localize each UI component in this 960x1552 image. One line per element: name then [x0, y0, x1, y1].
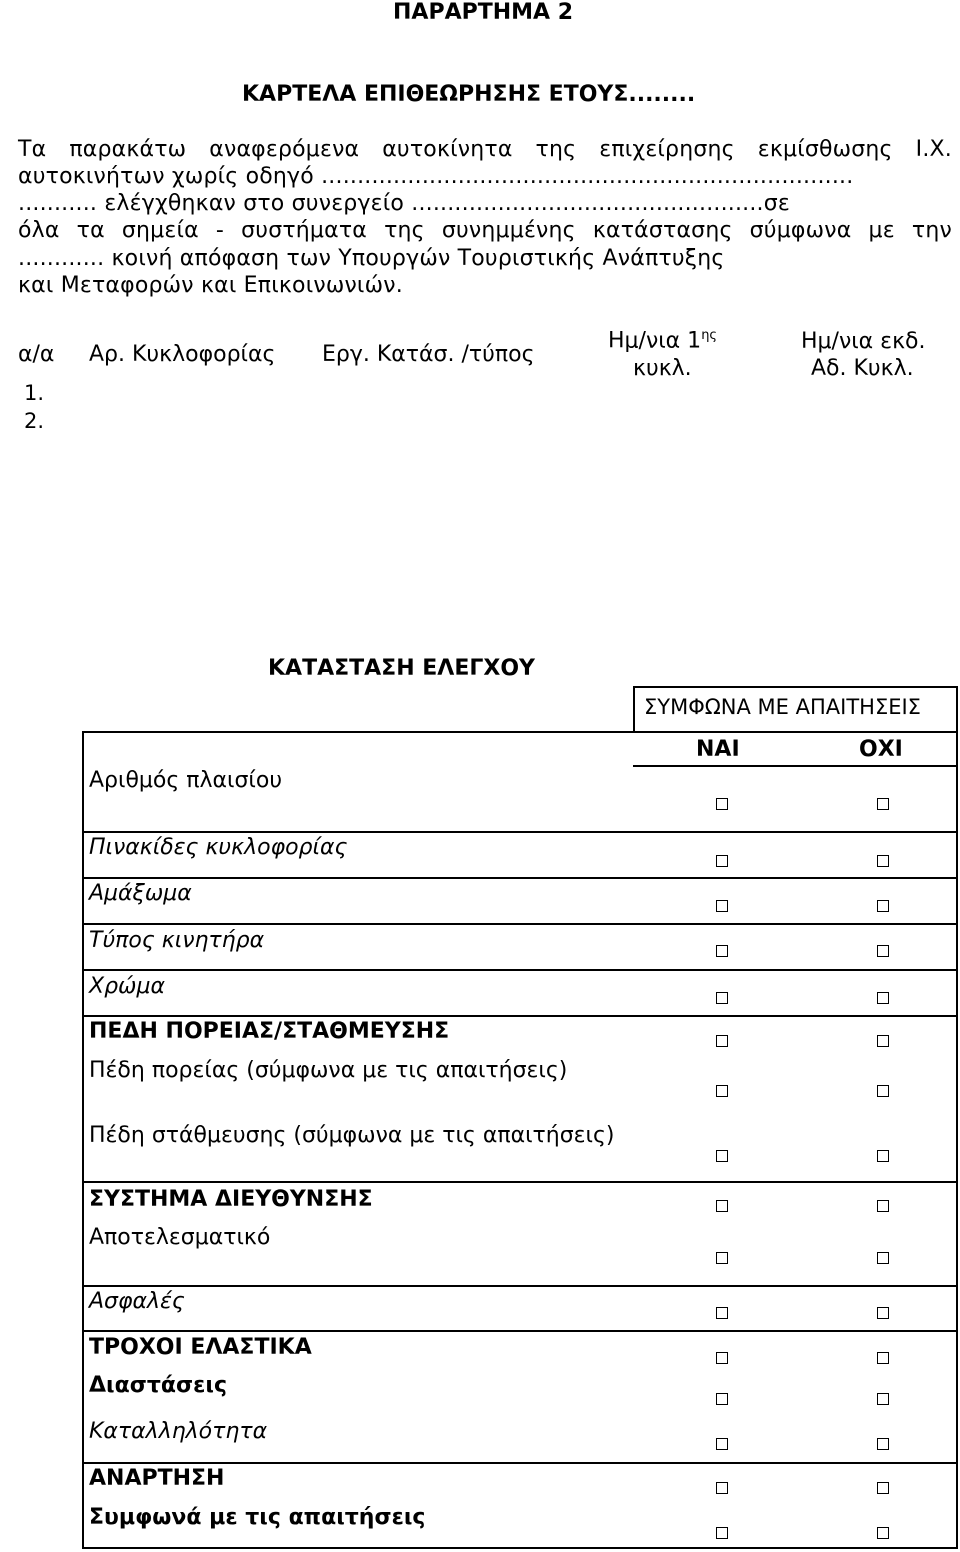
checkbox-no[interactable] [877, 1035, 889, 1047]
col-header-issue: Ημ/νια εκδ. [801, 329, 926, 354]
checkbox-yes[interactable] [716, 1482, 728, 1494]
row-divider [82, 1015, 958, 1017]
divider [82, 731, 84, 1549]
checkbox-yes[interactable] [716, 1438, 728, 1450]
divider [633, 686, 635, 733]
checklist-item-label: ΤΡΟΧΟΙ ΕΛΑΣΤΙΚΑ [89, 1335, 312, 1360]
checklist-item-label: ΣΥΣΤΗΜΑ ΔΙΕΥΘΥΝΣΗΣ [89, 1187, 373, 1212]
checkbox-no[interactable] [877, 855, 889, 867]
compliance-header: ΣΥΜΦΩΝΑ ΜΕ ΑΠΑΙΤΗΣΕΙΣ [644, 695, 921, 719]
checkbox-no[interactable] [877, 1393, 889, 1405]
col-header-first-reg-sup: ης [701, 328, 718, 343]
checklist-item-label: Καταλληλότητα [89, 1419, 268, 1444]
vehicle-row-number: 2. [24, 409, 45, 433]
checkbox-no[interactable] [877, 1527, 889, 1539]
paragraph-line: και Μεταφορών και Επικοινωνιών. [18, 273, 403, 298]
checkbox-no[interactable] [877, 900, 889, 912]
checkbox-no[interactable] [877, 1438, 889, 1450]
paragraph-line [18, 191, 952, 216]
checklist-item-label: Πέδη πορείας (σύμφωνα με τις απαιτήσεις) [89, 1058, 568, 1083]
col-header-issue-line2: Αδ. Κυκλ. [811, 356, 914, 381]
checklist-item-label: Ασφαλές [89, 1289, 185, 1314]
checkbox-no[interactable] [877, 798, 889, 810]
paragraph-line: Τα παρακάτω αναφερόμενα αυτοκίνητα της επιχείρησης εκμίσθωσης Ι.Χ. [18, 137, 952, 162]
paragraph-line: ............ κοινή απόφαση των Υπουργών Τουριστικής Ανάπτυξης [18, 246, 725, 271]
checkbox-no[interactable] [877, 992, 889, 1004]
checkbox-yes[interactable] [716, 945, 728, 957]
checklist-item-label: Πέδη στάθμευσης (σύμφωνα με τις απαιτήσεις) [89, 1123, 615, 1148]
row-divider [82, 1285, 958, 1287]
checklist-item-label: Αριθμός πλαισίου [89, 768, 283, 793]
checkbox-no[interactable] [877, 1352, 889, 1364]
divider [82, 731, 958, 733]
col-header-first-reg-text: Ημ/νια 1 [608, 328, 702, 354]
checklist-item-label: Τύπος κινητήρα [89, 928, 265, 953]
checkbox-no[interactable] [877, 1252, 889, 1264]
checkbox-yes[interactable] [716, 1035, 728, 1047]
checkbox-yes[interactable] [716, 798, 728, 810]
no-header: ΟΧΙ [859, 737, 903, 762]
checklist-item-label: Συμφωνά με τις απαιτήσεις [89, 1505, 426, 1530]
checklist-item-label: ΠΕΔΗ ΠΟΡΕΙΑΣ/ΣΤΑΘΜΕΥΣΗΣ [89, 1019, 450, 1044]
checkbox-yes[interactable] [716, 1200, 728, 1212]
divider [633, 765, 958, 767]
checkbox-yes[interactable] [716, 1085, 728, 1097]
checklist-item-label: Πινακίδες κυκλοφορίας [89, 835, 348, 860]
paragraph-line: αυτοκινήτων χωρίς οδηγό .......................................................................... [18, 164, 854, 189]
checkbox-yes[interactable] [716, 1252, 728, 1264]
paragraph-line: όλα τα σημεία - συστήματα της συνημμένης κατάστασης σύμφωνα με την [18, 218, 952, 243]
checkbox-yes[interactable] [716, 855, 728, 867]
checkbox-yes[interactable] [716, 900, 728, 912]
checkbox-yes[interactable] [716, 992, 728, 1004]
checklist-item-label: Αμάξωμα [89, 881, 192, 906]
document-title: ΚΑΡΤΕΛΑ ΕΠΙΘΕΩΡΗΣΗΣ ΕΤΟΥΣ........ [242, 82, 696, 107]
checkbox-yes[interactable] [716, 1352, 728, 1364]
vehicle-row-number: 1. [24, 381, 45, 405]
row-divider [82, 1330, 958, 1332]
divider [633, 686, 958, 688]
checklist-item-label: Αποτελεσματικό [89, 1225, 271, 1250]
checkbox-no[interactable] [877, 945, 889, 957]
checkbox-no[interactable] [877, 1085, 889, 1097]
col-header-first-reg-line2: κυκλ. [633, 356, 692, 381]
row-divider [82, 831, 958, 833]
checkbox-no[interactable] [877, 1482, 889, 1494]
checkbox-no[interactable] [877, 1200, 889, 1212]
row-divider [82, 877, 958, 879]
checklist-item-label: Διαστάσεις [89, 1373, 227, 1398]
checkbox-yes[interactable] [716, 1527, 728, 1539]
checkbox-yes[interactable] [716, 1307, 728, 1319]
col-header-type: Εργ. Κατάσ. /τύπος [322, 342, 535, 367]
checkbox-no[interactable] [877, 1150, 889, 1162]
checklist-item-label: ΑΝΑΡΤΗΣΗ [89, 1466, 225, 1491]
divider [956, 731, 958, 1549]
col-header-first-reg [608, 328, 717, 353]
appendix-heading: ΠΑΡΑΡΤΗΜΑ 2 [393, 0, 574, 25]
row-divider [82, 1181, 958, 1183]
paragraph-line-text: ........... ελέγχθηκαν στο συνεργείο .................................................σε [18, 191, 790, 216]
checkbox-yes[interactable] [716, 1150, 728, 1162]
checklist-title: ΚΑΤΑΣΤΑΣΗ ΕΛΕΓΧΟΥ [268, 656, 535, 681]
checklist-item-label: Χρώμα [89, 974, 165, 999]
checkbox-yes[interactable] [716, 1393, 728, 1405]
divider [956, 686, 958, 733]
col-header-aa: α/α [18, 342, 55, 367]
checkbox-no[interactable] [877, 1307, 889, 1319]
col-header-plate: Αρ. Κυκλοφορίας [89, 342, 276, 367]
row-divider [82, 1462, 958, 1464]
yes-header: ΝΑΙ [696, 737, 740, 762]
row-divider [82, 969, 958, 971]
row-divider [82, 923, 958, 925]
divider [82, 1547, 958, 1549]
